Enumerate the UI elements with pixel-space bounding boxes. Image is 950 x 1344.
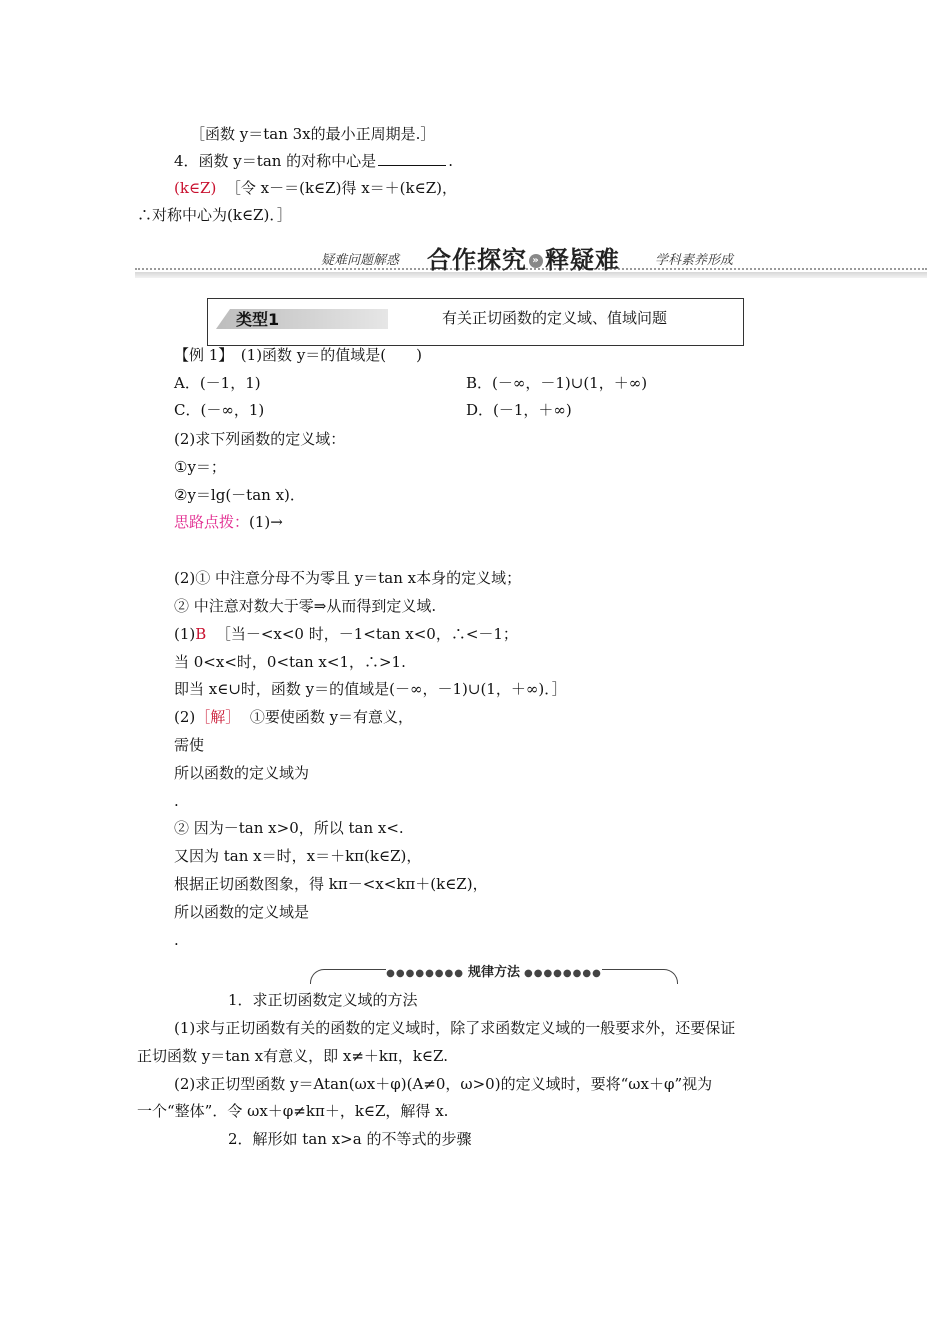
option-a: A．(－1，1) xyxy=(174,374,261,392)
text-line: 即当 x∈∪时，函数 y＝的值域是(－∞，－1)∪(1，＋∞)．］ xyxy=(174,680,567,698)
banner-left-subtitle: 疑难问题解惑 xyxy=(321,253,400,268)
method-label xyxy=(310,961,678,980)
text-line xyxy=(174,624,518,644)
text-line: ①y＝； xyxy=(174,458,226,476)
text-line: (2)求下列函数的定义域： xyxy=(174,430,346,448)
type-box xyxy=(207,298,744,346)
answer-letter: B xyxy=(195,625,207,643)
question-text: 4．函数 y＝tan 的对称中心是 xyxy=(174,152,377,170)
section-banner xyxy=(135,240,927,280)
hint-text: (1)→ xyxy=(249,513,283,531)
example-heading: 【例 1】 (1)函数 y＝的值域是( ) xyxy=(174,346,423,364)
method-title: 规律方法 xyxy=(464,965,524,980)
text-line: ② 因为－tan x>0，所以 tan x<. xyxy=(174,819,404,837)
text-line: (2)① 中注意分母不为零且 y＝tan x本身的定义域； xyxy=(174,569,522,587)
text-line: 2．解形如 tan x>a 的不等式的步骤 xyxy=(228,1130,472,1148)
option-b: B．(－∞，－1)∪(1，＋∞) xyxy=(466,374,648,392)
part-number: (1) xyxy=(174,625,196,643)
method-banner xyxy=(310,963,678,985)
text-line xyxy=(174,178,457,198)
banner-title xyxy=(427,240,620,275)
dots-decoration: ●●●●●●●● xyxy=(524,968,602,979)
option-c: C．(－∞，1) xyxy=(174,401,265,419)
text-line: 当 0<x<时，0<tan x<1，∴>1. xyxy=(174,653,406,671)
text-line: . xyxy=(174,931,179,949)
text-line xyxy=(174,512,283,532)
part-number: (2) xyxy=(174,708,196,726)
banner-right-subtitle: 学科素养形成 xyxy=(655,253,734,268)
dots-decoration: ●●●●●●●● xyxy=(386,968,464,979)
text-line: (1)求与正切函数有关的函数的定义域时，除了求函数定义域的一般要求外，还要保证 xyxy=(174,1019,736,1037)
text-line: ∴对称中心为(k∈Z)．］ xyxy=(137,206,292,224)
text-line: ②y＝lg(－tan x)． xyxy=(174,486,305,504)
tag-notch xyxy=(216,309,230,329)
type-tag xyxy=(216,309,388,329)
answer-text: (k∈Z) xyxy=(174,179,217,197)
text-line: 所以函数的定义域为 xyxy=(174,764,310,782)
text-line: 所以函数的定义域是 xyxy=(174,903,310,921)
text-line: . xyxy=(174,792,179,810)
banner-title-b: 释疑难 xyxy=(545,246,620,274)
arrow-icon: » xyxy=(529,254,543,268)
text-line: 正切函数 y＝tan x有意义，即 x≠＋kπ，k∈Z. xyxy=(137,1047,448,1065)
period: . xyxy=(448,152,453,170)
text-line: ［函数 y＝tan 3x的最小正周期是.］ xyxy=(190,125,436,143)
text-line: 需使 xyxy=(174,736,205,754)
text-line: (2)求正切型函数 y＝Atan(ωx＋φ)(A≠0，ω>0)的定义域时，要将“ωx＋φ”视为 xyxy=(174,1075,713,1093)
banner-title-a: 合作探究 xyxy=(427,246,527,274)
text-line: 1．求正切函数定义域的方法 xyxy=(228,991,418,1009)
solution-label: ［解］ xyxy=(195,708,241,726)
type-title: 有关正切函数的定义域、值域问题 xyxy=(442,309,668,327)
solution-text: ①要使函数 y＝有意义， xyxy=(249,708,414,726)
text-line xyxy=(174,707,413,727)
answer-blank xyxy=(378,151,446,166)
option-d: D．(－1，＋∞) xyxy=(466,401,572,419)
solution-text: ［当－<x<0 时，－1<tan x<0，∴<－1； xyxy=(215,625,518,643)
type-tag-label: 类型1 xyxy=(236,310,280,329)
hint-label: 思路点拨： xyxy=(174,513,250,531)
text-line: 一个“整体”．令 ωx＋φ≠kπ＋，k∈Z，解得 x. xyxy=(137,1102,449,1120)
text-line: ② 中注意对数大于零⇒从而得到定义域. xyxy=(174,597,437,615)
text-line: 根据正切函数图象，得 kπ－<x<kπ＋(k∈Z)， xyxy=(174,875,488,893)
text-line: 又因为 tan x＝时，x＝＋kπ(k∈Z)， xyxy=(174,847,422,865)
solution-text: ［令 x－＝(k∈Z)得 x＝＋(k∈Z)， xyxy=(225,179,457,197)
text-line xyxy=(174,151,453,171)
